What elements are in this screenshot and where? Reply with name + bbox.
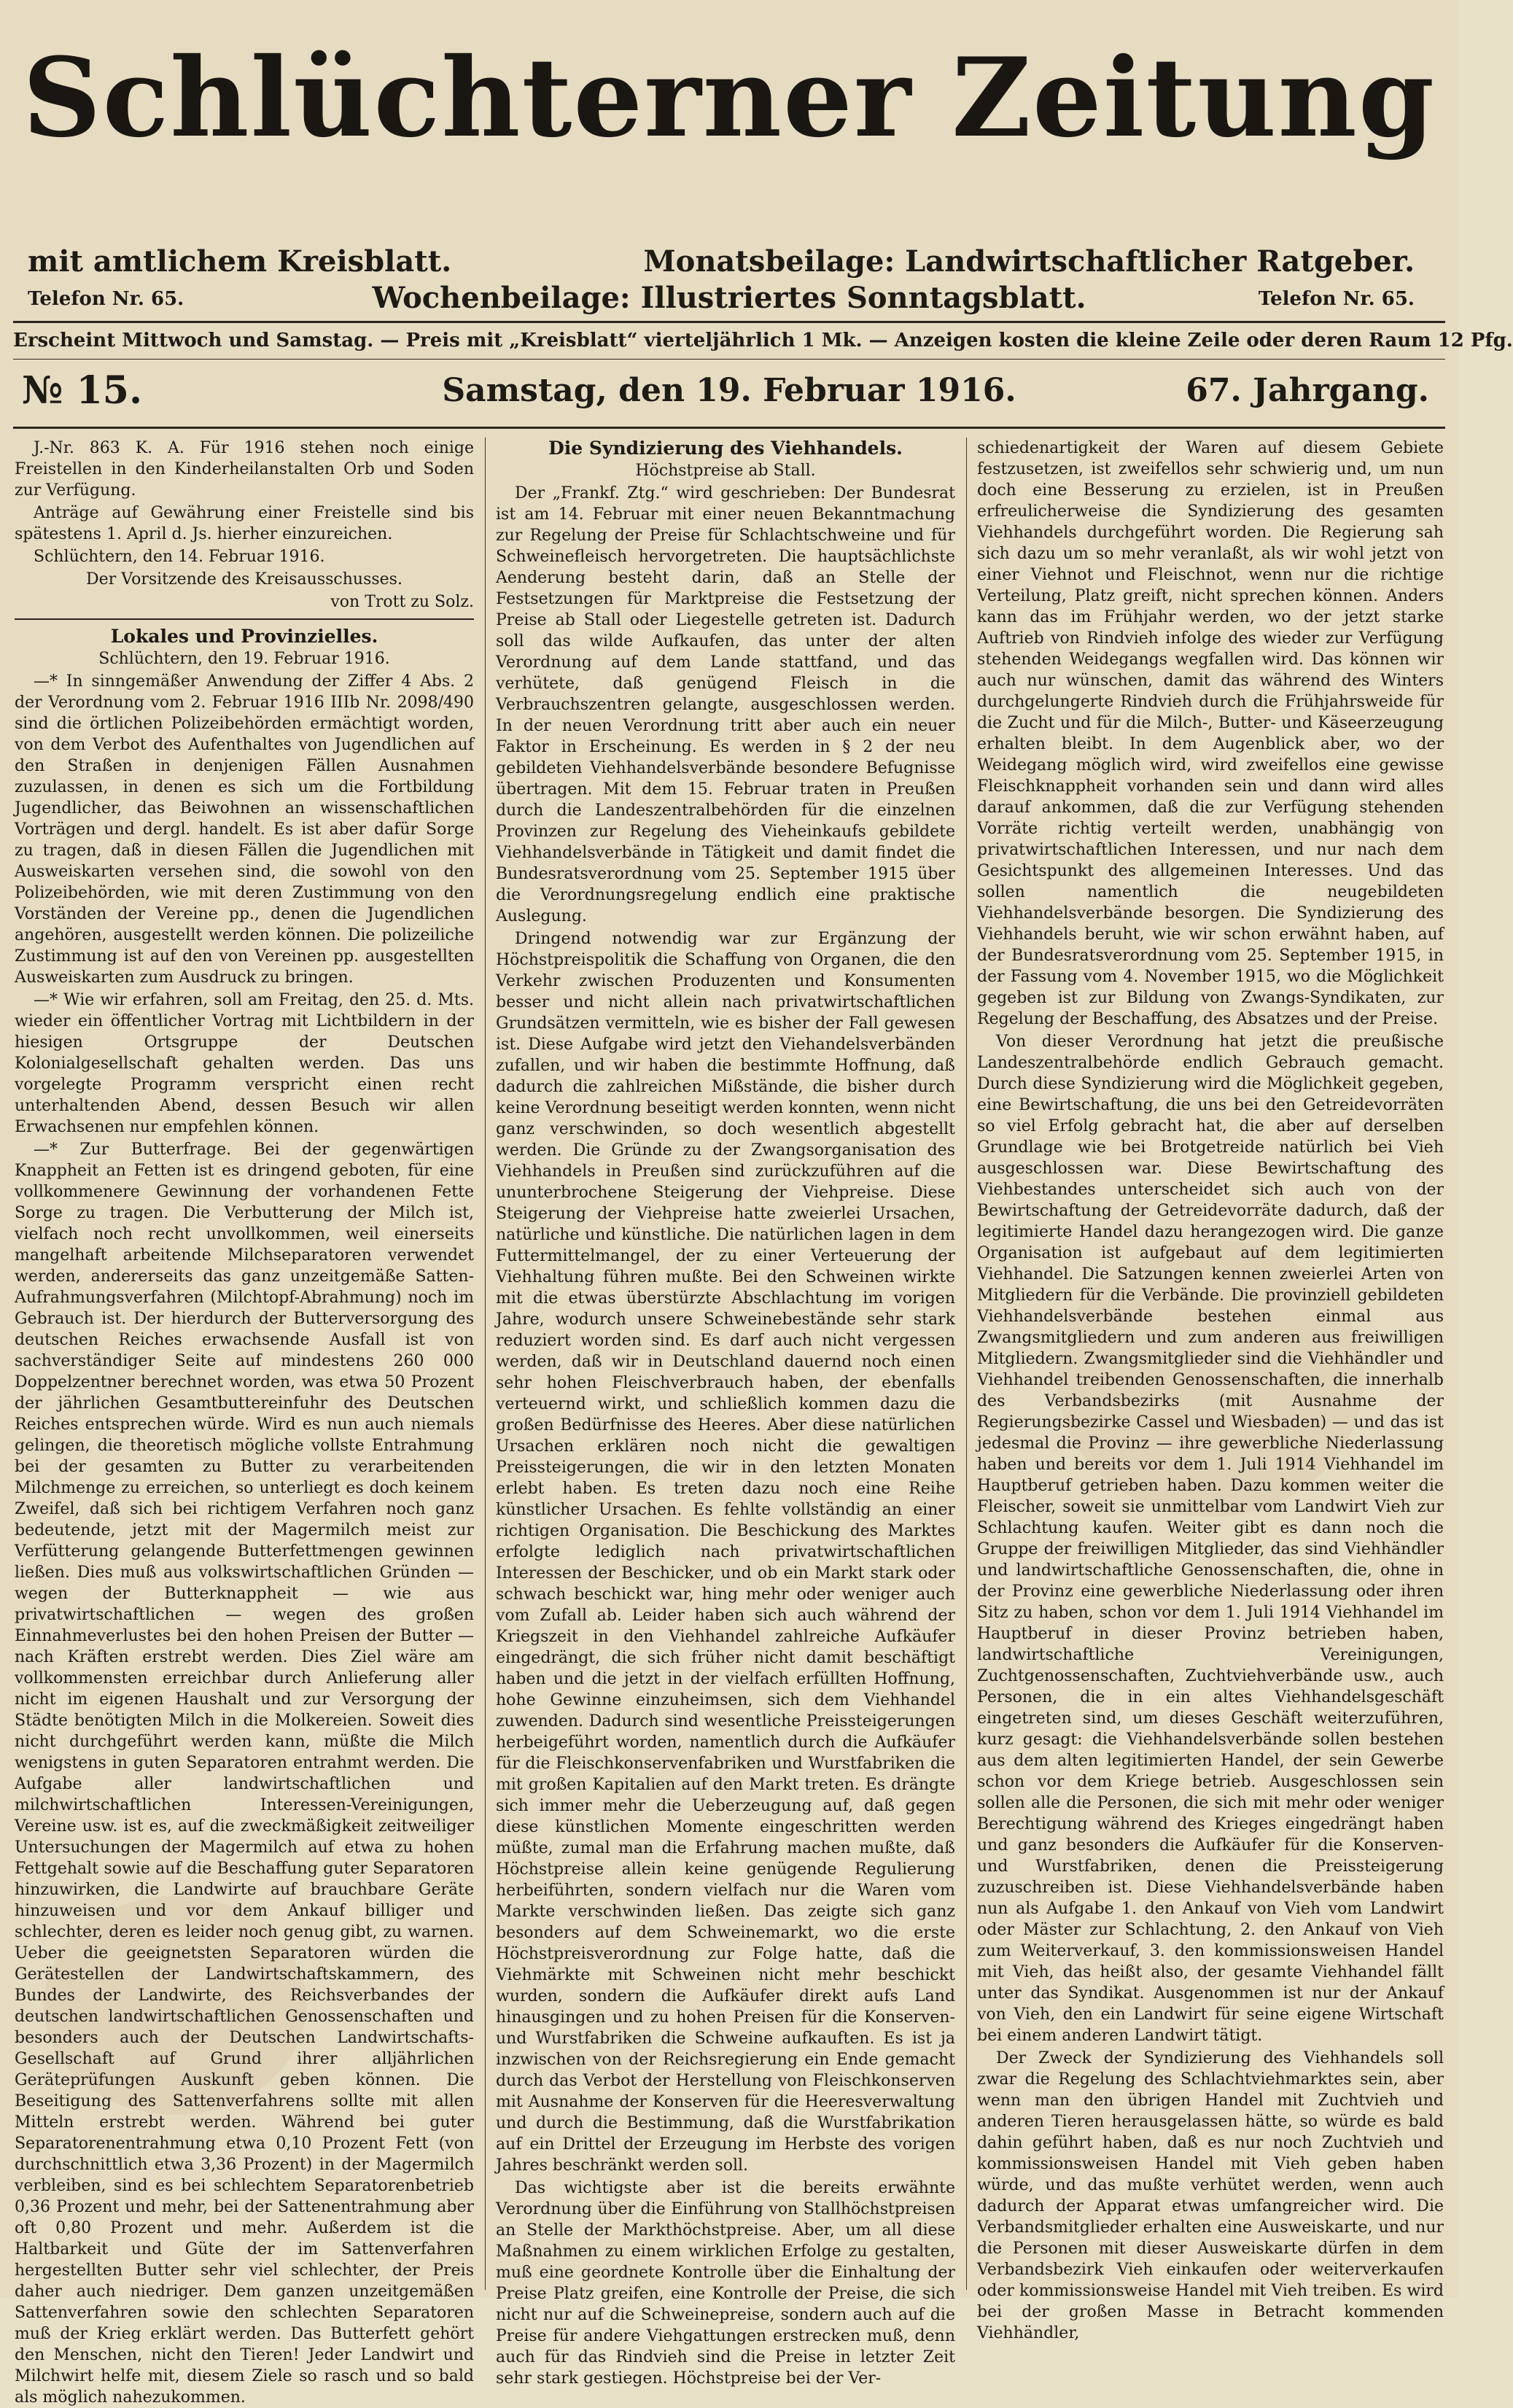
article-paragraph: —* Wie wir erfahren, soll am Freitag, den 25. d. Mts. wieder ein öffentlicher Vortrag mit Lichtbildern in der hiesigen Ortsgruppe der Deutschen Kolonialgesellschaft gehalten werden. Das uns vorgelegte Programm verspricht einen recht unterhaltenden Abend, dessen Besuch wir allen Erwachsenen nur empfehlen können. (15, 991, 474, 1136)
article-paragraph: schiedenartigkeit der Waren auf diesem Gebiete festzusetzen, ist zweifellos sehr schwierig und, um nun doch eine Besserung zu erzielen, ist in Preußen erfreulicherweise die Syndizierung des gesamten Viehhandels durchgeführt worden. Die Regierung sah sich dazu um so mehr veranlaßt, als wir wohl jetzt von einer Viehnot und Fleischnot, wenn nur die richtige Verteilung, Platz greift, nicht sprechen können. Anders kann das im Frühjahr werden, wo der jetzt starke Auftrieb von Rindvieh infolge des wieder zur Verfügung stehenden Weidegangs wegfallen wird. Das können wir auch nur wünschen, damit das während des Winters durchgelungerte Rindvieh durch die Frühjahrsweide für die Zucht und für die Milch-, Butter- und Käseerzeugung erhalten bleibt. In dem Augenblick aber, wo der Weidegang möglich wird, wird zweifellos eine gewisse Fleischknappheit vorhanden sein und dann wird alles darauf ankommen, daß die zur Verfügung stehenden Vorräte richtig verteilt werden, unabhängig von privatwirtschaftlichen Interessen, und nur nach dem Gesichtspunkt des allgemeinen Interesses. Und das sollen namentlich die neugebildeten Viehhandelsverbände besorgen. Die Syndizierung des Viehhandels beruht, wie wir schon erwähnt haben, auf der Bundesratsverordnung vom 25. September 1915, in der Fassung vom 4. November 1915, wo die Möglichkeit gegeben ist zur Bildung von Zwangs-Syndikaten, zur Regelung der Beschaffung, des Absatzes und der Preise. (977, 439, 1444, 1028)
telephone-right: Telefon Nr. 65. (1258, 288, 1415, 310)
subtitle-kreisblatt: mit amtlichem Kreisblatt. (28, 244, 452, 279)
notice-signature: Der Vorsitzende des Kreisausschusses. (86, 570, 402, 589)
column-divider (485, 438, 486, 2290)
article-paragraph: Der Zweck der Syndizierung des Viehhandels soll zwar die Regelung des Schlachtviehmarktes sein, aber wenn man den übrigen Handel mit Zuchtvieh und anderen Tieren herausgelassen hätte, so würde es bald dahin geführt haben, daß es nur noch Zuchtvieh und kommissionsweisen Handel mit Vieh geben haben würde, und das mußte verhütet werden, wenn auch dadurch der Apparat etwas umfangreicher wird. Die Verbandsmitglieder erhalten eine Ausweiskarte, und nur die Personen mit dieser Ausweiskarte dürfen in dem Verbandsbezirk Vieh einkaufen oder weiterverkaufen oder kommissionsweise Handel mit Vieh treiben. Es wird bei der großen Masse in Betracht kommenden Viehhändler, (977, 2049, 1444, 2342)
column-2 (496, 438, 955, 2388)
notice-signature-name: von Trott zu Solz. (330, 593, 474, 611)
telephone-left: Telefon Nr. 65. (28, 288, 184, 310)
newspaper-title: Schlüchterner Zeitung (22, 34, 1436, 162)
notice-place-date: Schlüchtern, den 14. Februar 1916. (34, 548, 325, 566)
publication-info: Erscheint Mittwoch und Samstag. — Preis mit „Kreisblatt“ vierteljährlich 1 Mk. — Anzeigen kosten die kleine Zeile oder deren Raum 12 Pfg. (13, 330, 1513, 352)
article-paragraph: Von dieser Verordnung hat jetzt die preußische Landeszentralbehörde endlich Gebrauch gemacht. Durch diese Syndizierung wird die Möglichkeit gegeben, eine Bewirtschaftung, die uns bei den Getreidevorräten so viel Erfolg gebracht hat, die aber auf derselben Grundlage wie bei Brotgetreide natürlich bei Vieh ausgeschlossen war. Diese Bewirtschaftung des Viehbestandes unterscheidet sich auch von der Bewirtschaftung der Getreidevorräte dadurch, daß der legitimierte Handel dazu herangezogen wird. Die ganze Organisation ist aufgebaut auf dem legitimierten Viehhandel. Die Satzungen kennen zweierlei Arten von Mitgliedern für die Verbände. Die provinziell gebildeten Viehhandelsverbände bestehen einmal aus Zwangsmitgliedern und zum anderen aus freiwilligen Mitgliedern. Zwangsmitglieder sind die Viehhändler und Viehhandel treibenden Genossenschaften, die innerhalb des Verbandsbezirks (mit Ausnahme der Regierungsbezirke Cassel und Wiesbaden) — und das ist jedesmal die Provinz — ihre gewerbliche Niederlassung haben und bereits vor dem 1. Juli 1914 Viehhandel im Hauptberuf getrieben haben. Dazu kommen weiter die Fleischer, soweit sie unmittelbar vom Landwirt Vieh zur Schlachtung kaufen. Weiter gibt es dann noch die Gruppe der freiwilligen Mitglieder, das sind Viehhändler und landwirtschaftliche Genossenschaften, die, ohne in der Provinz eine gewerbliche Niederlassung oder ihren Sitz zu haben, schon vor dem 1. Juli 1914 Viehhandel im Hauptberuf in dieser Provinz betrieben haben, landwirtschaftliche Vereinigungen, Zuchtgenossenschaften, Zuchtviehverbände usw., auch Personen, die in ein altes Viehhandelsgeschäft eingetreten sind, um dieses Geschäft weiterzuführen, kurz gesagt: die Viehhandelsverbände sollen bestehen aus dem alten legitimierten Handel, der sein Gewerbe schon vor dem Kriege betrieb. Ausgeschlossen sein sollen alle die Personen, die sich mit mehr oder weniger Berechtigung während des Krieges eingedrängt haben und ganz besonders die Aufkäufer für die Konserven- und Wurstfabriken, denen die Preissteigerung zuzuschreiben ist. Diese Viehhandelsverbände haben nun als Aufgabe 1. den Ankauf von Vieh vom Landwirt oder Mäster zur Schlachtung, 2. den Ankauf von Vieh zum Weiterverkauf, 3. den kommissionsweisen Handel mit Vieh, das heißt also, der gesamte Viehhandel fällt unter das Syndikat. Ausgenommen ist nur der Ankauf von Vieh, den ein Landwirt für seine eigene Wirtschaft bei einem anderen Landwirt tätigt. (977, 1033, 1444, 2045)
article-paragraph: Dringend notwendig war zur Ergänzung der Höchstpreispolitik die Schaffung von Organen, die den Verkehr zwischen Produzenten und Konsumenten besser und nicht allein nach privatwirtschaftlichen Grundsätzen vermitteln, wie es bisher der Fall gewesen ist. Diese Aufgabe wird jetzt den Viehandelsverbänden zufallen, und wir haben die bestimmte Hoffnung, daß dadurch die zahlreichen Mißstände, die bisher durch keine Verordnung beseitigt werden konnten, wenn nicht ganz verschwinden, so doch wesentlich abgestellt werden. Die Gründe zu der Zwangsorganisation des Viehhandels in Preußen sind zurückzuführen auf die ununterbrochene Steigerung der Viehpreise. Diese Steigerung der Viehpreise hatte zweierlei Ursachen, natürliche und künstliche. Die natürlichen lagen in dem Futtermittelmangel, der zu einer Verteuerung der Viehhaltung führen mußte. Bei den Schweinen wirkte mit die etwas überstürzte Abschlachtung im vorigen Jahre, wodurch unsere Schweinebestände sehr stark reduziert worden sind. Es darf auch nicht vergessen werden, daß wir in Deutschland dauernd noch einen sehr hohen Fleischverbrauch haben, der ebenfalls verteuernd wirkt, und schließlich kommen dazu die großen Bedürfnisse des Heeres. Aber diese natürlichen Ursachen erklären noch nicht die gewaltigen Preissteigerungen, die wir in den letzten Monaten erlebt haben. Es treten dazu noch eine Reihe künstlicher Ursachen. Es fehlte vollständig an einer richtigen Organisation. Die Beschickung des Marktes erfolgte lediglich nach privatwirtschaftlichen Interessen der Beschicker, und ob ein Markt stark oder schwach beschickt war, hing mehr oder weniger auch vom Zufall ab. Leider haben sich auch während der Kriegszeit in den Viehhandel zahlreiche Aufkäufer eingedrängt, die sich früher nicht damit beschäftigt haben und die jetzt in der vielfach erfüllten Hoffnung, hohe Gewinne einzuheimsen, sich dem Viehhandel zuwenden. Dadurch sind wesentliche Preissteigerungen herbeigeführt worden, namentlich durch die Aufkäufer für die Fleischkonservenfabriken und Wurstfabriken die mit großen Kapitalien auf den Markt treten. Es drängte sich immer mehr die Ueberzeugung auf, daß gegen diese künstlichen Momente eingeschritten werden müßte, zumal man die Erfahrung machen mußte, daß Höchstpreise allein keine genügende Regulierung herbeiführten, sondern vielfach nur die Waren vom Markte verschwinden ließen. Das zeigte sich ganz besonders auf dem Schweinemarkt, wo die erste Höchstpreisverordnung zur Folge hatte, daß die Viehmärkte mit Schweinen nicht mehr beschickt wurden, sondern die Aufkäufer direkt aufs Land hinausgingen und zu hohen Preisen für die Konserven- und Wurstfabriken die Schweine aufkauften. Es ist ja inzwischen von der Reichsregierung ein Ende gemacht durch das Verbot der Herstellung von Fleischkonserven mit Ausnahme der Konserven für die Heeresverwaltung und durch die Bestimmung, daß die Wurstfabrikation auf ein Drittel der Erzeugung im Herbste des vorigen Jahres beschränkt werden soll. (496, 930, 955, 2175)
article-heading: Die Syndizierung des Viehhandels. (548, 438, 903, 459)
issue-date: Samstag, den 19. Februar 1916. (442, 372, 1016, 409)
article-paragraph: —* In sinngemäßer Anwendung der Ziffer 4 Abs. 2 der Verordnung vom 2. Februar 1916 IIIb Nr. 2098/490 sind die örtlichen Polizeibehörden ermächtigt worden, von dem Verbot des Aufenthaltes von Jugendlichen auf den Straßen in denjenigen Fällen Ausnahmen zuzulassen, in denen es sich um die Fortbildung Jugendlicher, das Beiwohnen an wissenschaftlichen Vorträgen und dergl. handelt. Es ist aber dafür Sorge zu tragen, daß in diesen Fällen die Jugendlichen mit Ausweiskarten versehen sind, die sowohl von den Polizeibehörden, wie mit deren Zustimmung von den Vorständen der Vereine pp., denen die Jugendlichen angehören, ausgestellt werden können. Die polizeiliche Zustimmung ist auf den von Vereinen pp. ausgestellten Ausweiskarten zum Ausdruck zu bringen. (15, 672, 474, 987)
dateline: Schlüchtern, den 19. Februar 1916. (98, 650, 390, 668)
header-rule (13, 359, 1445, 360)
header-rule (13, 427, 1445, 429)
column-3 (977, 438, 1444, 2342)
article-subheading: Höchstpreise ab Stall. (635, 462, 816, 480)
column-divider (966, 438, 967, 2290)
column-1 (15, 438, 474, 2407)
section-heading: Lokales und Provinzielles. (110, 626, 378, 647)
issue-year: 67. Jahrgang. (1186, 372, 1429, 409)
issue-number: № 15. (22, 368, 143, 413)
subtitle-monthly-supplement: Monatsbeilage: Landwirtschaftlicher Ratgeber. (643, 244, 1415, 279)
notice-paragraph: J.-Nr. 863 K. A. Für 1916 stehen noch einige Freistellen in den Kinderheilanstalten Orb und Soden zur Verfügung. (15, 439, 474, 500)
notice-paragraph: Anträge auf Gewährung einer Freistelle sind bis spätestens 1. April d. Js. hierher einzureichen. (15, 504, 474, 543)
subtitle-weekly-supplement: Wochenbeilage: Illustriertes Sonntagsblatt. (372, 281, 1086, 315)
article-paragraph: —* Zur Butterfrage. Bei der gegenwärtigen Knappheit an Fetten ist es dringend geboten, für eine vollkommenere Gewinnung der vorhandenen Fette Sorge zu tragen. Die Verbutterung der Milch ist, vielfach noch recht unvollkommen, weil einerseits mangelhaft arbeitende Milchseparatoren verwendet werden, andererseits das ganz unzeitgemäße Satten-Aufrahmungsverfahren (Milchtopf-Abrahmung) noch im Gebrauch ist. Der hierdurch der Butterversorgung des deutschen Reiches erwachsende Ausfall ist von sachverständiger Seite auf mindestens 260 000 Doppelzentner berechnet worden, was etwa 50 Prozent der jährlichen Gesamtbuttereinfuhr des Deutschen Reiches entsprechen würde. Wird es nun auch niemals gelingen, die theoretisch mögliche vollste Entrahmung bei der gesamten zu Butter zu verarbeitenden Milchmenge zu erreichen, so unterliegt es doch keinem Zweifel, daß sich bei richtigem Verfahren noch ganz bedeutende, jetzt mit der Magermilch meist zur Verfütterung gelangende Butterfettmengen gewinnen ließen. Dies muß aus volkswirtschaftlichen Gründen — wegen der Butterknappheit — wie aus privatwirtschaftlichen — wegen des großen Einnahmeverlustes bei den hohen Preisen der Butter — nach Kräften erstrebt werden. Dies Ziel wäre am vollkommensten erreichbar durch Anlieferung aller nicht im eigenen Haushalt und zur Versorgung der Städte benötigten Milch in die Molkereien. Soweit dies nicht durchgeführt werden kann, müßte die Milch wenigstens in guten Separatoren entrahmt werden. Die Aufgabe aller landwirtschaftlichen und milchwirtschaftlichen Interessen-Vereinigungen, Vereine usw. ist es, auf die zweckmäßigkeit zeitweiliger Untersuchungen der Magermilch auf etwa zu hohen Fettgehalt sowie auf die Beschaffung guter Separatoren hinzuwirken, die Landwirte auf brauchbare Geräte hinzuweisen und vor dem Ankauf billiger und schlechter, deren es leider noch genug gibt, zu warnen. Ueber die geeignetsten Separatoren würden die Gerätestellen der Landwirtschaftskammern, des Bundes der Landwirte, des Reichsverbandes der deutschen landwirtschaftlichen Genossenschaften und besonders auch der Deutschen Landwirtschafts-Gesellschaft auf Grund ihrer alljährlichen Geräteprüfungen Auskunft geben können. Die Beseitigung des Sattenverfahrens sollte mit allen Mitteln erstrebt werden. Während bei guter Separatorenentrahmung etwa 0,10 Prozent Fett (von durchschnittlich etwa 3,36 Prozent) in der Magermilch verbleiben, sind es bei schlechtem Separatorenbetrieb 0,36 Prozent und mehr, bei der Sattenentrahmung aber oft 0,80 Prozent und mehr. Außerdem ist die Haltbarkeit und Güte der im Sattenverfahren hergestellten Butter sehr viel schlechter, der Preis daher auch niedriger. Dem ganzen unzeitgemäßen Sattenverfahren sowie den schlechten Separatoren muß der Krieg erklärt werden. Das Butterfett gehört den Menschen, nicht den Tieren! Jeder Landwirt und Milchwirt helfe mit, diesem Ziele so rasch und so bald als möglich nahezukommen. (15, 1141, 474, 2407)
article-paragraph: Der „Frankf. Ztg.“ wird geschrieben: Der Bundesrat ist am 14. Februar mit einer neuen Bekanntmachung zur Regelung der Preise für Schlachtschweine und für Schweinefleisch hervorgetreten. Die hauptsächlichste Aenderung besteht darin, daß an Stelle der Festsetzungen für Marktpreise die Festsetzung der Preise ab Stall oder Liegestelle getreten ist. Dadurch soll das wilde Aufkaufen, das unter der alten Verordnung auf dem Lande stattfand, und das verhütete, daß genügend Fleisch in die Verbrauchszentren gelangte, ausgeschlossen werden. In der neuen Verordnung tritt aber auch ein neuer Faktor in Erscheinung. Es werden in § 2 der neu gebildeten Viehhandelsverbände besondere Befugnisse übertragen. Mit dem 15. Februar traten in Preußen durch die Landeszentralbehörden für die einzelnen Provinzen zur Regelung des Vieheinkaufs gebildete Viehhandelsverbände in Tätigkeit und damit findet die Bundesratsverordnung vom 25. September 1915 über die Verordnungsregelung endlich eine praktische Auslegung. (496, 484, 955, 925)
section-rule (15, 618, 474, 620)
article-paragraph: Das wichtigste aber ist die bereits erwähnte Verordnung über die Einführung von Stallhöchstpreisen an Stelle der Markthöchstpreise. Aber, um all diese Maßnahmen zu einem wirklichen Erfolge zu gestalten, muß eine geordnete Kontrolle über die Einhaltung der Preise Platz greifen, eine Kontrolle der Preise, die sich nicht nur auf die Schweinepreise, sondern auch auf die Preise für andere Viehgattungen erstrecken muß, denn auch für das Rindvieh sind die Preise in letzter Zeit sehr stark gestiegen. Höchstpreise bei der Ver- (496, 2179, 955, 2388)
header-rule (13, 321, 1445, 323)
